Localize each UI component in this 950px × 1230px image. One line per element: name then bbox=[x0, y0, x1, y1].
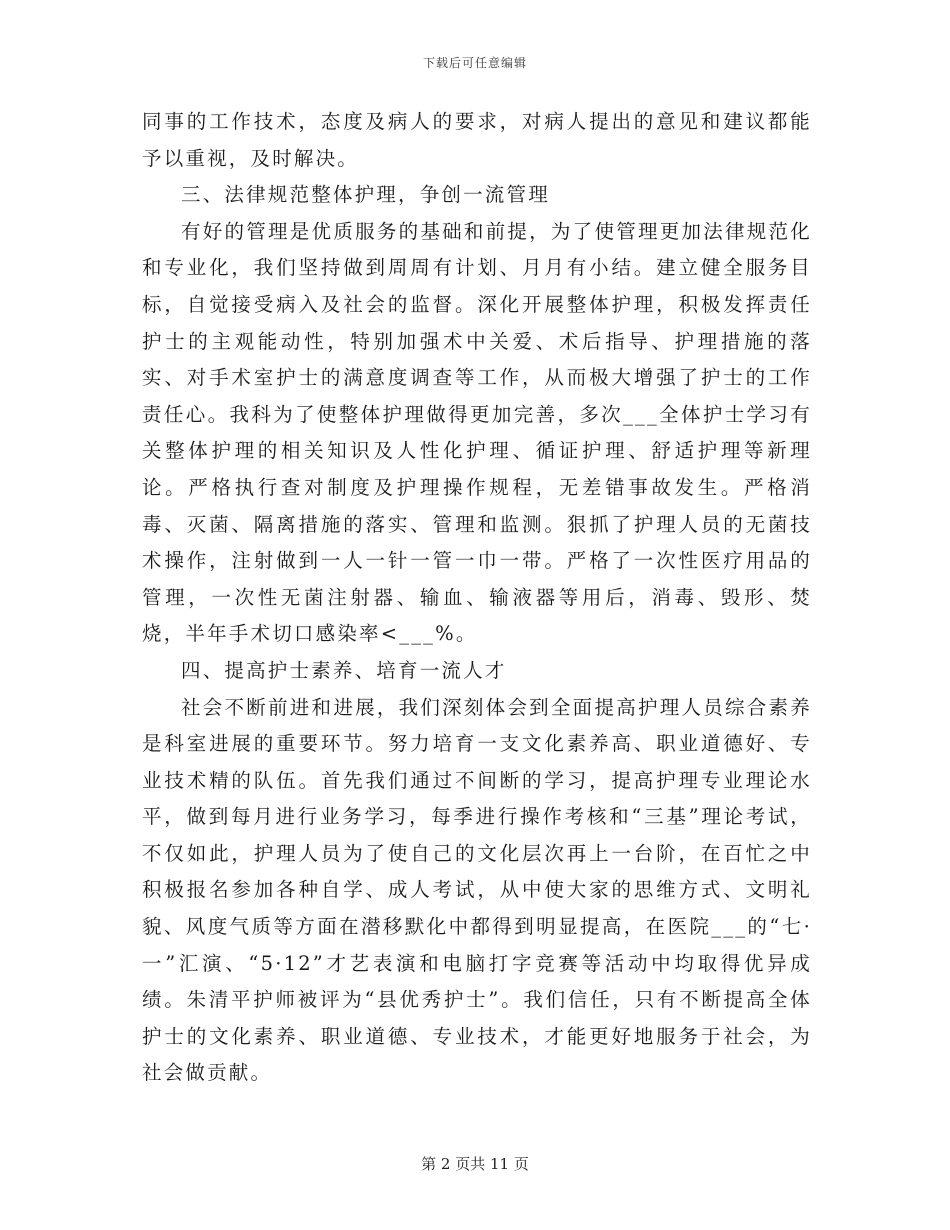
section-heading-3: 三、法律规范整体护理，争创一流管理 bbox=[181, 183, 550, 207]
document-body bbox=[142, 104, 812, 1092]
paragraph-continuation: 同事的工作技术，态度及病人的要求，对病人提出的意见和建议都能予以重视，及时解决。 bbox=[142, 110, 812, 170]
paragraph-talent: 社会不断前进和进展，我们深刻体会到全面提高护理人员综合素养是科室进展的重要环节。努力培育一支文化素养高、职业道德好、专业技术精的队伍。首先我们通过不间断的学习，提高护理专业理论水平，做到每月进行业务学习，每季进行操作考核和“三基”理论考试，不仅如此，护理人员为了使自己的文化层次再上一台阶，在百忙之中积极报名参加各种自学、成人考试，从中使大家的思维方式、文明礼貌、风度气质等方面在潜移默化中都得到明显提高，在医院___的“七·一”汇演、“5·12”才艺表演和电脑打字竞赛等活动中均取得优异成绩。朱清平护师被评为“县优秀护士”。我们信任，只有不断提高全体护士的文化素养、职业道德、专业技术，才能更好地服务于社会，为社会做贡献。 bbox=[142, 695, 812, 1085]
section-heading-4: 四、提高护士素养、培育一流人才 bbox=[181, 658, 507, 682]
page-header: 下载后可任意编辑 bbox=[422, 56, 527, 70]
page-footer: 第 2 页共 11 页 bbox=[421, 1155, 529, 1173]
paragraph-management: 有好的管理是优质服务的基础和前提，为了使管理更加法律规范化和专业化，我们坚持做到周周有计划、月月有小结。建立健全服务目标，自觉接受病入及社会的监督。深化开展整体护理，积极发挥责任护士的主观能动性，特别加强术中关爱、术后指导、护理措施的落实、对手术室护士的满意度调查等工作，从而极大增强了护士的工作责任心。我科为了使整体护理做得更加完善，多次___全体护士学习有关整体护理的相关知识及人性化护理、循证护理、舒适护理等新理论。严格执行查对制度及护理操作规程，无差错事故发生。严格消毒、灭菌、隔离措施的落实、管理和监测。狠抓了护理人员的无菌技术操作，注射做到一人一针一管一巾一带。严格了一次性医疗用品的管理，一次性无菌注射器、输血、输液器等用后，消毒、毁形、焚烧，半年手术切口感染率<___%。 bbox=[142, 219, 812, 646]
